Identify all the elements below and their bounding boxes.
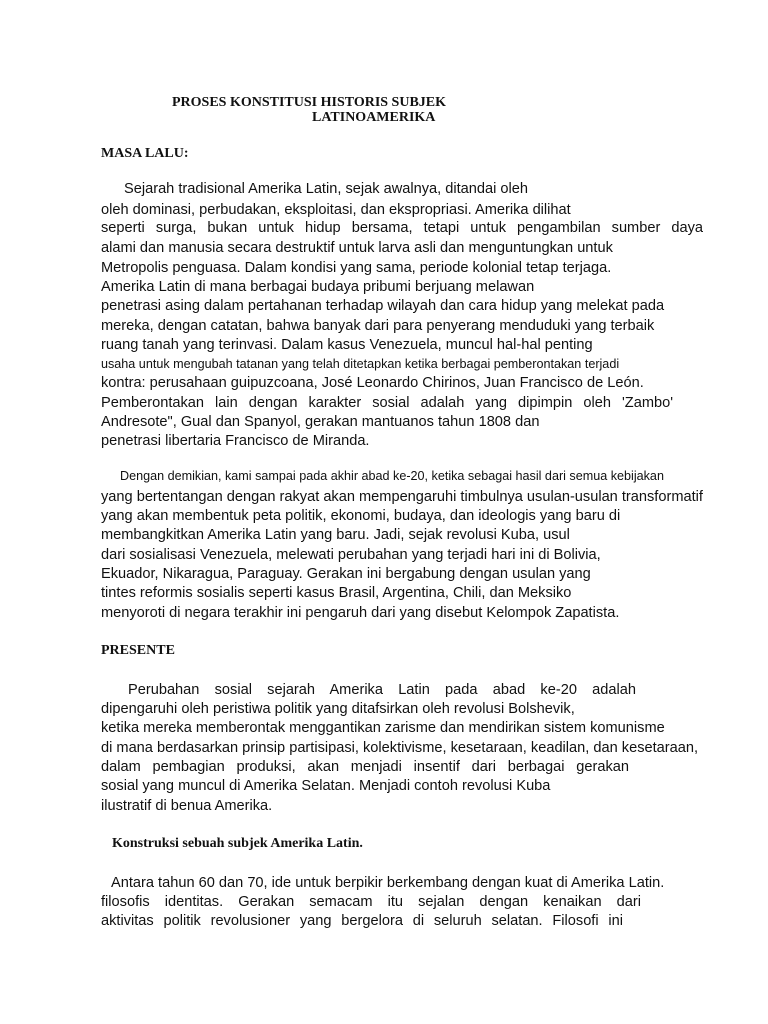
paragraph-line: Pemberontakan lain dengan karakter sosial adalah yang dipimpin oleh 'Zambo' xyxy=(101,395,673,411)
paragraph-line: aktivitas politik revolusioner yang bergelora di seluruh selatan. Filosofi ini xyxy=(101,913,623,929)
paragraph-line: dipengaruhi oleh peristiwa politik yang ditafsirkan oleh revolusi Bolshevik, xyxy=(101,701,575,717)
paragraph-line: kontra: perusahaan guipuzcoana, José Leonardo Chirinos, Juan Francisco de León. xyxy=(101,375,644,391)
paragraph-line: yang bertentangan dengan rakyat akan mempengaruhi timbulnya usulan-usulan transformatif xyxy=(101,489,703,505)
paragraph-line: ketika mereka memberontak menggantikan zarisme dan mendirikan sistem komunisme xyxy=(101,720,665,736)
paragraph-line: dalam pembagian produksi, akan menjadi insentif dari berbagai gerakan xyxy=(101,759,629,775)
paragraph-line: mereka, dengan catatan, bahwa banyak dari para penyerang menduduki yang terbaik xyxy=(101,318,655,334)
paragraph-line: di mana berdasarkan prinsip partisipasi, kolektivisme, kesetaraan, keadilan, dan kesetaraan, xyxy=(101,740,699,756)
document-title-line-2: LATINOAMERIKA xyxy=(312,110,436,125)
paragraph-line: penetrasi libertaria Francisco de Miranda. xyxy=(101,433,370,449)
section-heading-masa-lalu: MASA LALU: xyxy=(101,146,189,161)
document-title-line-1: PROSES KONSTITUSI HISTORIS SUBJEK xyxy=(172,95,447,110)
paragraph-line: Metropolis penguasa. Dalam kondisi yang sama, periode kolonial tetap terjaga. xyxy=(101,260,612,276)
paragraph-line: Amerika Latin di mana berbagai budaya pribumi berjuang melawan xyxy=(101,279,535,295)
paragraph-line: Andresote", Gual dan Spanyol, gerakan mantuanos tahun 1808 dan xyxy=(101,414,540,430)
paragraph-line: ruang tanah yang terinvasi. Dalam kasus Venezuela, muncul hal-hal penting xyxy=(101,337,593,353)
paragraph-line: Antara tahun 60 dan 70, ide untuk berpikir berkembang dengan kuat di Amerika Latin. xyxy=(111,875,665,891)
paragraph-line: Ekuador, Nikaragua, Paraguay. Gerakan ini bergabung dengan usulan yang xyxy=(101,566,591,582)
paragraph-line: yang akan membentuk peta politik, ekonomi, budaya, dan ideologis yang baru di xyxy=(101,508,621,524)
paragraph-line: seperti surga, bukan untuk hidup bersama, tetapi untuk pengambilan sumber daya xyxy=(101,220,703,236)
paragraph-line: filosofis identitas. Gerakan semacam itu sejalan dengan kenaikan dari xyxy=(101,894,641,910)
paragraph-line: Perubahan sosial sejarah Amerika Latin pada abad ke-20 adalah xyxy=(128,682,636,698)
section-heading-presente: PRESENTE xyxy=(101,643,175,658)
paragraph-line: Sejarah tradisional Amerika Latin, sejak awalnya, ditandai oleh xyxy=(124,181,528,197)
paragraph-line: penetrasi asing dalam pertahanan terhadap wilayah dan cara hidup yang melekat pada xyxy=(101,298,665,314)
paragraph-line: sosial yang muncul di Amerika Selatan. Menjadi contoh revolusi Kuba xyxy=(101,778,551,794)
paragraph-line: membangkitkan Amerika Latin yang baru. Jadi, sejak revolusi Kuba, usul xyxy=(101,527,570,543)
paragraph-line: ilustratif di benua Amerika. xyxy=(101,798,273,814)
paragraph-line: tintes reformis sosialis seperti kasus Brasil, Argentina, Chili, dan Meksiko xyxy=(101,585,572,601)
paragraph-line: menyoroti di negara terakhir ini pengaruh dari yang disebut Kelompok Zapatista. xyxy=(101,605,620,621)
paragraph-line: Dengan demikian, kami sampai pada akhir abad ke-20, ketika sebagai hasil dari semua kebijakan xyxy=(120,469,664,483)
section-heading-konstruksi: Konstruksi sebuah subjek Amerika Latin. xyxy=(112,836,363,851)
paragraph-line: dari sosialisasi Venezuela, melewati perubahan yang terjadi hari ini di Bolivia, xyxy=(101,547,601,563)
paragraph-line: alami dan manusia secara destruktif untuk larva asli dan menguntungkan untuk xyxy=(101,240,613,256)
paragraph-line: oleh dominasi, perbudakan, eksploitasi, dan ekspropriasi. Amerika dilihat xyxy=(101,202,571,218)
paragraph-line: usaha untuk mengubah tatanan yang telah ditetapkan ketika berbagai pemberontakan terjadi xyxy=(101,357,620,371)
